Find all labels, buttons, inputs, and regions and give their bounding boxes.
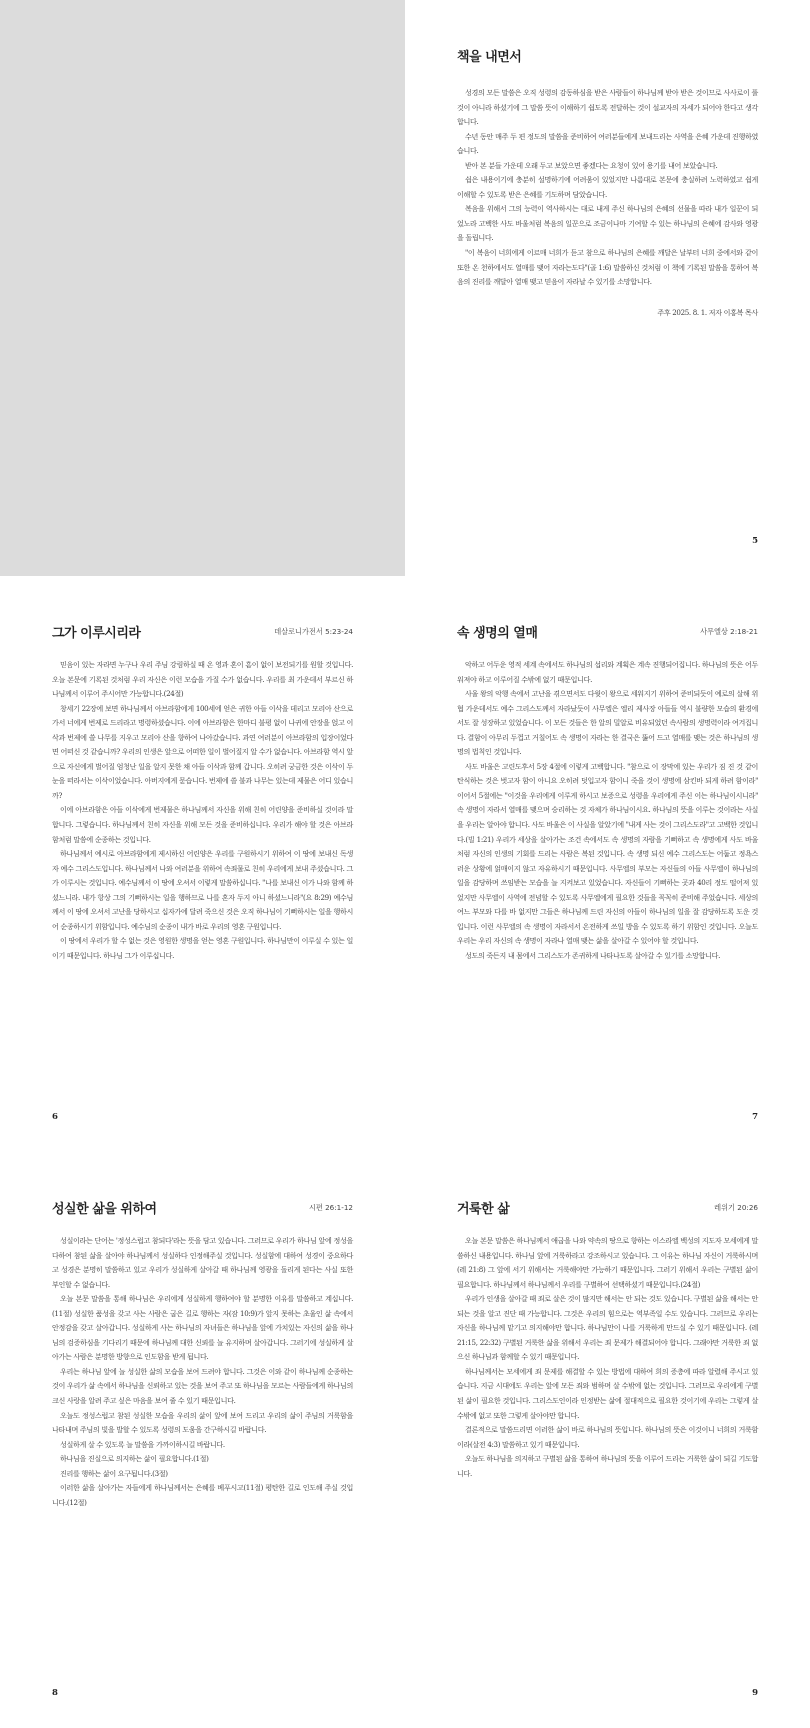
page-body: [457, 86, 758, 320]
page-title: 거룩한 삶: [457, 1202, 510, 1217]
page-body: [52, 1234, 353, 1510]
paragraph: 우리는 하나님 앞에 늘 성실한 삶의 모습을 보여 드려야 합니다. 그것은 이와 같이 하나님께 순종하는 것이 우리가 삶 속에서 하나님을 신뢰하고 있는 것을 보여 주고 또 하나님을 모르는 사람들에게 하나님의 크신 사랑을 알려 주고 싶은 마음을 보여 줄 수 있기 때문입니다.: [52, 1366, 353, 1406]
page-body: [52, 658, 353, 963]
paragraph: 성실이라는 단어는 '정성스럽고 참되다'라는 뜻을 담고 있습니다. 그러므로 우리가 하나님 앞에 정성을 다하여 참된 삶을 살아야 하나님께서 성실하다 인정해주실 것입니다. 성실함에 대하여 성경이 중요하다고 성경은 분명히 말씀하고 있고 우리가 성실하게 살아갈 때 하나님께 영광을 돌리게 된다는 사실 또한 부인할 수 없습니다.: [52, 1236, 353, 1289]
paragraph: 사도 바울은 고린도후서 5장 4절에 이렇게 고백합니다. "참으로 이 장막에 있는 우리가 짐 진 것 같이 탄식하는 것은 벗고자 함이 아니요 오히려 덧입고자 함이니 죽을 것이 생명에 삼킨바 되게 하려 함이라" 이어서 5절에는 "이것을 우리에게 이루게 하시고 보증으로 성령을 우리에게 주신 이는 하나님이시니라" 속 생명이 자라서 열매를 맺으며 승리하는 것 자체가 하나님이시요. 하나님의 뜻을 이루는 것이라는 사실을 우리는 알아야 합니다. 사도 바울은 이 사실을 알았기에 "내게 사는 것이 그리스도라"고 고백한 것입니다.(빌 1:21) 우리가 세상을 살아가는 조건 속에서도 속 생명의 자람을 기뻐하고 속 생명에게 사도 바울처럼 자신의 인생의 기회를 드리는 사람은 복된 것입니다. 속 생명 되신 예수 그리스도는 어둡고 정욕스러운 상황에 얽매이지 않고 자유하시기 때문입니다. 사무엘의 부모는 자신들의 아들 사무엘이 하나님의 일을 감당하며 쓰임받는 모습을 늘 지켜보고 있었습니다. 자신들이 기뻐하는 곳과 40리 정도 떨어져 있었지만 사무엘이 사역에 전념할 수 있도록 사무엘에게 필요한 것들을 꼭꼭히 준비해 주었습니다. 세상의 여느 부모와 다를 바 없지만 그들은 하나님께 드린 자신의 아들이 하나님의 일을 잘 감당하도록 도운 것입니다. 이런 사무엘의 속 생명이 자라서서 온전하게 쓰일 방을 수 있도록 하기 위함인 것입니다. 오늘도 우리는 우리 자신의 속 생명이 자라나 열매 맺는 삶을 살아갈 수 있어야 할 것입니다.: [457, 761, 759, 946]
page-title: 그가 이루시리라: [52, 626, 141, 641]
paragraph: 이 땅에서 우리가 할 수 없는 것은 영원한 생명을 얻는 영혼 구원입니다. 하나님만이 이루실 수 있는 일이기 때문입니다. 하나님 그가 이루십니다.: [52, 936, 353, 960]
paragraph: 성도의 죽든지 내 몸에서 그리스도가 존귀하게 나타나도록 살아갈 수 있기를 소망합니다.: [465, 950, 721, 960]
page-number: 5: [752, 536, 758, 546]
paragraph: 하나님께서 예시로 아브라함에게 제시하신 어린양은 우리를 구원하시기 위하여 이 땅에 보내신 독생자 예수 그리스도입니다. 하나님께서 나와 여러분을 위하여 속죄물로 친히 우리에게 보내 주셨습니다. 그가 이루시는 것입니다. 예수님께서 이 땅에 오셔서 이렇게 말씀하십니다. "나를 보내신 이가 나와 함께 하셨느니라. 내가 항상 그의 기뻐하시는 일을 행하므로 나를 혼자 두지 아니 하셨느니라"(요 8:29) 예수님께서 이 땅에 오셔서 고난을 당하시고 십자가에 달려 죽으신 것은 오직 하나님이 기뻐하시는 일을 행하시어 순종하시기 위함입니다. 예수님의 순종이 내가 바로 우리의 영혼 구원입니다.: [52, 849, 353, 931]
page-number: 8: [52, 1688, 58, 1698]
paragraph: 창세기 22장에 보면 하나님께서 아브라함에게 100세에 얻은 귀한 아들 이삭을 데리고 모리아 산으로 가서 너에게 번제로 드리라고 명령하셨습니다. 이에 아브라함은 한마디 불평 없이 나귀에 안장을 얹고 이삭과 번제에 쓸 나무를 지우고 모리아 산을 향하여 나아갔습니다. 과연 여러분이 아브라함의 입장이었다면 어떠신 것 같습니까? 우리의 인생은 앞으로 어떠한 일이 벌어질지 알 수가 없습니다. 아브라함 역시 앞으로 자신에게 벌어질 엄청난 일을 알지 못한 채 아들 이삭과 함께 갑니다. 오히려 궁금한 것은 이삭이 두 눈을 떠라서는 이삭이었습니다. 아버지에게 묻습니다. 번제에 쓸 불과 나무는 있는데 제물은 어디 있습니까?: [52, 703, 353, 800]
page-8: [0, 1152, 405, 1728]
scripture-reference: 시편 26:1-12: [308, 1203, 353, 1212]
paragraph: 오늘 본문 말씀은 하나님께서 애굽을 나와 약속의 땅으로 향하는 이스라엘 백성의 지도자 모세에게 말씀하신 내용입니다. 하나님 앞에 거룩하라고 강조하시고 있습니다. 그 이유는 하나님 자신이 거룩하시며(레 21:8) 그 앞에 서기 위해서는 거룩해야만 가능하기 때문입니다. 그러기 위해서 우리는 구별된 삶이 필요합니다. 하나님께서 하나님께서 우리를 구별하여 선택하셨기 때문입니다.(24절): [457, 1236, 758, 1289]
page-number: 7: [752, 1112, 758, 1122]
page-body: [457, 1234, 758, 1481]
paragraph: 오늘 본문 말씀을 통해 하나님은 우리에게 성실하게 행하여야 할 분명한 이유를 말씀하고 계십니다.(11절) 성실한 품성을 갖고 사는 사람은 굽은 길로 행하는 자(잠 10:9)가 앞지 못하는 초울인 삶 속에서 안정감을 갖고 살아갑니다. 성실하게 사는 하나님의 자녀들은 하나님을 앞에 가치있는 자신의 삶을 하나님의 검증하심을 기다리기 때문에 하나님께 대한 신뢰를 늘 유지하며 살아갑니다. 그러기에 성실하게 살아가는 사람은 분명한 방향으로 인도함을 받게 됩니다.: [52, 1294, 353, 1362]
paragraph: "이 복음이 너희에게 이르매 너희가 듣고 참으로 하나님의 은혜를 깨달은 날부터 너희 중에서와 같이 또한 온 천하에서도 열매를 맺어 자라는도다"(골 1:6) 말씀하신 것처럼 이 책에 기록된 말씀을 통하여 복음의 진리를 깨달아 열매 맺고 믿음이 자라날 수 있기를 소망합니다.: [457, 248, 758, 287]
page-body: [457, 658, 758, 963]
paragraph: 하나님께서는 모세에게 죄 문제를 해결할 수 있는 방법에 대하여 희의 증층에 따라 알렸해 주시고 있습니다. 지금 시대에도 우리는 앞에 모든 죄와 범하며 살 수밖에 없는 것입니다. 그러므로 우리에게 구별된 삶이 필요한 것입니다. 그리스도인이라 인정받는 삶에 절대적으로 필요한 것이기에 우리는 그렇게 살 수밖에 없고 또한 그렇게 살아야만 합니다.: [457, 1366, 758, 1420]
paragraph: 우리가 인생을 살아갈 때 죄로 살은 것이 많지만 해서는 안 되는 것도 있습니다. 구별된 삶을 해서는 안 되는 것을 알고 진단 때 가능합니다. 그것은 우리의 힘으로는 역부족일 수도 있습니다. 그러므로 우리는 자신을 하나님께 맡기고 의지해야만 합니다. 하나님만이 나를 거룩하게 만드실 수 있기 때문입니다. (레 21:15, 22:32) 구별된 거룩한 삶을 위해서 우리는 죄 문제가 해결되어야 합니다. 그래야만 거룩한 죄 없으신 하나님과 함께할 수 있기 때문입니다.: [457, 1294, 758, 1362]
paragraph: 악하고 어두운 영적 세계 속에서도 하나님의 섭리와 계획은 계속 진행되어집니다. 하나님의 뜻은 어두워져야 하고 이루어질 수밖에 없기 때문입니다.: [457, 660, 758, 684]
paragraph: 복음을 위해서 그의 능력이 역사하시는 대로 내게 주신 하나님의 은혜의 선물을 따라 내가 일꾼이 되었노라 고백한 사도 바울처럼 복음의 일꾼으로 조금이나마 기여할 수 있는 하나님의 은혜에 감사와 영광을 돌립니다.: [457, 204, 758, 243]
paragraph: 사울 왕의 악행 속에서 고난을 겪으면서도 다윗이 왕으로 세워지기 위하여 준비되듯이 예로의 살해 위협 가운데서도 예수 그리스도께서 자라났듯이 사무엘은 엘리 제사장 아들들 역시 불량한 모습의 환경에서도 잘 성장하고 있었습니다. 이 모든 것들은 한 알의 밀알로 비유되었던 속사람의 생명력이라 여겨집니다. 결함이 아무리 두껍고 거칠어도 속 생명이 자라는 한 결국은 뚫어 드고 열매를 맺는 것은 하나님의 생명의 법칙인 것입니다.: [457, 689, 758, 757]
page-title: 책을 내면서: [457, 50, 522, 65]
paragraph: 진리를 행하는 삶이 요구됩니다.(3절): [60, 1468, 168, 1478]
page-number: 9: [752, 1688, 758, 1698]
scripture-reference: 데살로니가전서 5:23-24: [274, 627, 353, 636]
page-7: [405, 576, 810, 1152]
paragraph: 오늘도 정성스럽고 참된 성실한 모습을 우리의 삶이 앞에 보여 드리고 우리의 삶이 주님의 거룩함을 나타내며 주님의 빛을 발할 수 있도록 성령의 도움을 간구하시길 바랍니다.: [52, 1410, 353, 1435]
signature: 주후 2025. 8. 1. 저자 이홍복 목사: [657, 307, 758, 317]
blank-page: [0, 0, 405, 576]
paragraph: 오늘도 하나님을 의지하고 구별된 삶을 통하여 하나님의 뜻을 이루어 드리는 거룩한 삶이 되길 기도합니다.: [457, 1454, 758, 1478]
page-number: 6: [52, 1112, 58, 1122]
scripture-reference: 레위기 20:26: [714, 1203, 758, 1212]
scripture-reference: 사무엘상 2:18-21: [700, 627, 758, 636]
page-9: [405, 1152, 810, 1728]
paragraph: 이러한 삶을 살아가는 자들에게 하나님께서는 은혜를 베푸시고(11절) 평탄한 길로 인도해 주실 것입니다.(12절): [52, 1483, 353, 1507]
paragraph: 하나님을 진실으로 의지하는 삶이 필요합니다.(1절): [60, 1454, 209, 1464]
page-5: [405, 0, 810, 576]
paragraph: 받아 본 분들 가운데 오래 두고 보았으면 좋겠다는 요청이 있어 용기를 내어 보았습니다.: [465, 160, 718, 170]
paragraph: 믿음이 있는 자라면 누구나 우리 주님 강림하실 때 온 영과 혼이 흠이 없이 보전되기를 원할 것입니다. 오늘 본문에 기록된 것처럼 우리 자신은 이런 모습을 가질 수가 없습니다. 우리를 최 가운데서 부르신 하나님께서 이루어 주시어만 가능합니다.(24절): [52, 660, 353, 699]
page-6: [0, 576, 405, 1152]
page-title: 성실한 삶을 위하여: [52, 1202, 157, 1217]
paragraph: 쉽은 내용이기에 충분히 설명하기에 어려움이 있었지만 나름대로 본문에 충실하려 노력하였고 쉽게 이해할 수 있도록 받은 은혜를 기도하며 담았습니다.: [457, 175, 758, 199]
paragraph: 성경의 모든 말씀은 오직 성령의 감동하심을 받은 사람들이 하나님께 받아 받은 것이므로 사사로이 풀 것이 아니라 하셨기에 그 말씀 뜻이 이해하기 쉽도록 전달하는 것이 설교자의 자세가 되어야 한다고 생각합니다.: [457, 88, 758, 127]
paragraph: 성실하게 살 수 있도록 늘 말씀을 가까이하시길 바랍니다.: [60, 1439, 225, 1449]
paragraph: 수년 동안 매주 두 편 정도의 말씀을 준비하여 여러분들에게 보내드리는 사역을 은혜 가운데 진행하였습니다.: [457, 131, 758, 156]
paragraph: 결론적으로 말씀드리면 이러한 삶이 바로 하나님의 뜻입니다. 하나님의 뜻은 이것이니 너희의 거룩함이라(살전 4:3) 말씀하고 있기 때문입니다.: [457, 1425, 758, 1449]
paragraph: 이에 아브라함은 아들 이삭에게 번제물은 하나님께서 자신을 위해 친히 어린양을 준비하실 것이라 말합니다. 그렇습니다. 하나님께서 친히 자신을 위해 모든 것을 준비하십니다. 우리가 해야 할 것은 아브라함처럼 말씀에 순종하는 것입니다.: [52, 805, 353, 844]
page-title: 속 생명의 열매: [457, 626, 538, 641]
